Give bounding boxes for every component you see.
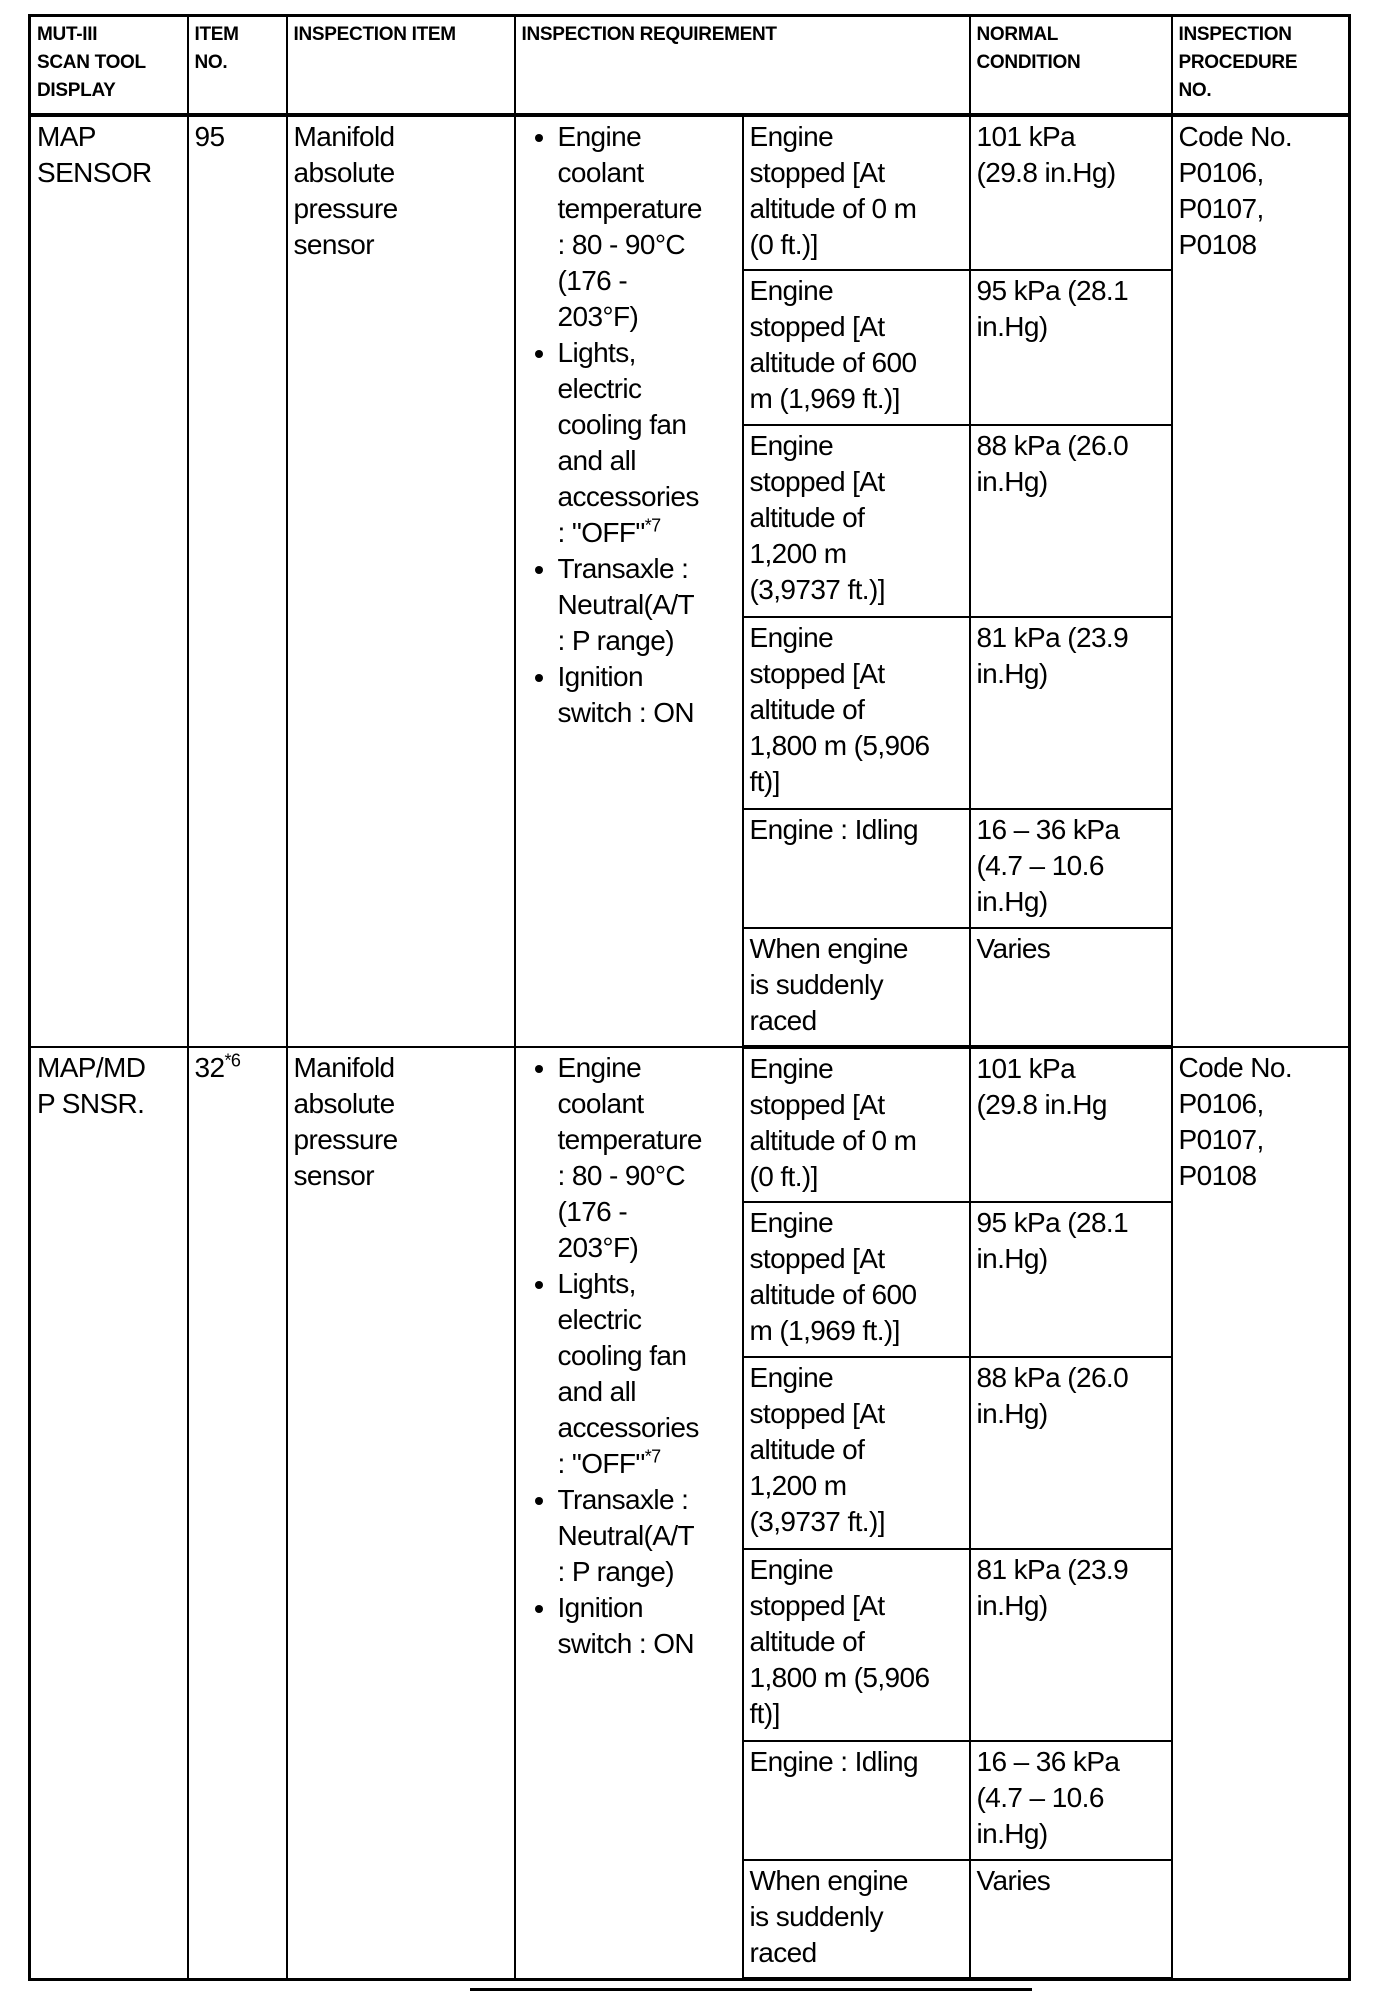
requirement-footnote: *7 — [644, 515, 661, 536]
scan-tool-display: MAP SENSOR — [30, 115, 188, 1047]
requirement-text: Lights, electric cooling fan and all accessories : "OFF" — [557, 337, 699, 548]
condition: Engine : Idling — [743, 809, 970, 928]
inspection-requirements — [515, 1047, 743, 1979]
condition: Engine stopped [At altitude of 1,200 m (3,9737 ft.)] — [743, 425, 970, 617]
requirement-item — [558, 551, 736, 659]
normal-condition: 101 kPa (29.8 in.Hg) — [970, 115, 1172, 270]
condition: Engine stopped [At altitude of 1,800 m (5,906 ft)] — [743, 617, 970, 809]
footer-rule — [470, 1988, 1032, 1991]
normal-condition: 95 kPa (28.1 in.Hg) — [970, 270, 1172, 425]
header-normal-condition: NORMAL CONDITION — [970, 16, 1172, 116]
condition: Engine stopped [At altitude of 600 m (1,969 ft.)] — [743, 270, 970, 425]
item-no-value: 95 — [194, 121, 225, 152]
requirement-text: Ignition switch : ON — [557, 661, 695, 728]
requirement-item — [558, 335, 736, 551]
table-row — [30, 1047, 1350, 1202]
table-row — [30, 115, 1350, 270]
condition: Engine stopped [At altitude of 1,800 m (5,906 ft)] — [743, 1549, 970, 1741]
requirement-item — [558, 659, 736, 731]
condition: Engine stopped [At altitude of 600 m (1,969 ft.)] — [743, 1202, 970, 1357]
normal-condition: 88 kPa (26.0 in.Hg) — [970, 1357, 1172, 1549]
requirement-text: Lights, electric cooling fan and all accessories : "OFF" — [557, 1268, 699, 1479]
normal-condition: 81 kPa (23.9 in.Hg) — [970, 617, 1172, 809]
requirement-item — [558, 1482, 736, 1590]
normal-condition: 101 kPa (29.8 in.Hg — [970, 1047, 1172, 1202]
item-no — [188, 115, 287, 1047]
inspection-item: Manifold absolute pressure sensor — [287, 1047, 515, 1979]
condition: Engine : Idling — [743, 1741, 970, 1860]
normal-condition: 88 kPa (26.0 in.Hg) — [970, 425, 1172, 617]
requirement-item — [558, 119, 736, 335]
normal-condition: 81 kPa (23.9 in.Hg) — [970, 1549, 1172, 1741]
requirement-footnote: *7 — [644, 1446, 661, 1467]
condition: Engine stopped [At altitude of 0 m (0 ft.)] — [743, 115, 970, 270]
condition: Engine stopped [At altitude of 0 m (0 ft.)] — [743, 1047, 970, 1202]
header-row — [30, 16, 1350, 116]
requirement-text: Ignition switch : ON — [557, 1592, 695, 1659]
normal-condition: 16 – 36 kPa (4.7 – 10.6 in.Hg) — [970, 1741, 1172, 1860]
inspection-table — [28, 14, 1351, 1981]
requirement-item — [558, 1590, 736, 1662]
scan-tool-display: MAP/MD P SNSR. — [30, 1047, 188, 1979]
item-no-footnote: *6 — [224, 1050, 241, 1071]
inspection-item: Manifold absolute pressure sensor — [287, 115, 515, 1047]
header-inspection-requirement: INSPECTION REQUIREMENT — [515, 16, 970, 116]
header-procedure-no: INSPECTION PROCEDURE NO. — [1172, 16, 1350, 116]
condition: When engine is suddenly raced — [743, 928, 970, 1047]
header-scan-tool-display: MUT-III SCAN TOOL DISPLAY — [30, 16, 188, 116]
inspection-requirements — [515, 115, 743, 1047]
normal-condition: Varies — [970, 928, 1172, 1047]
item-no-value: 32 — [194, 1052, 225, 1083]
item-no — [188, 1047, 287, 1979]
normal-condition: Varies — [970, 1860, 1172, 1979]
header-inspection-item: INSPECTION ITEM — [287, 16, 515, 116]
requirement-text: Transaxle : Neutral(A/T : P range) — [557, 553, 695, 656]
header-item-no: ITEM NO. — [188, 16, 287, 116]
requirement-text: Transaxle : Neutral(A/T : P range) — [557, 1484, 695, 1587]
procedure-no: Code No. P0106, P0107, P0108 — [1172, 1047, 1350, 1979]
procedure-no: Code No. P0106, P0107, P0108 — [1172, 115, 1350, 1047]
requirement-item — [558, 1050, 736, 1266]
condition: Engine stopped [At altitude of 1,200 m (3,9737 ft.)] — [743, 1357, 970, 1549]
condition: When engine is suddenly raced — [743, 1860, 970, 1979]
normal-condition: 16 – 36 kPa (4.7 – 10.6 in.Hg) — [970, 809, 1172, 928]
requirement-text: Engine coolant temperature : 80 - 90°C (176 - 203°F) — [557, 1052, 702, 1263]
normal-condition: 95 kPa (28.1 in.Hg) — [970, 1202, 1172, 1357]
requirement-text: Engine coolant temperature : 80 - 90°C (176 - 203°F) — [557, 121, 702, 332]
requirement-item — [558, 1266, 736, 1482]
